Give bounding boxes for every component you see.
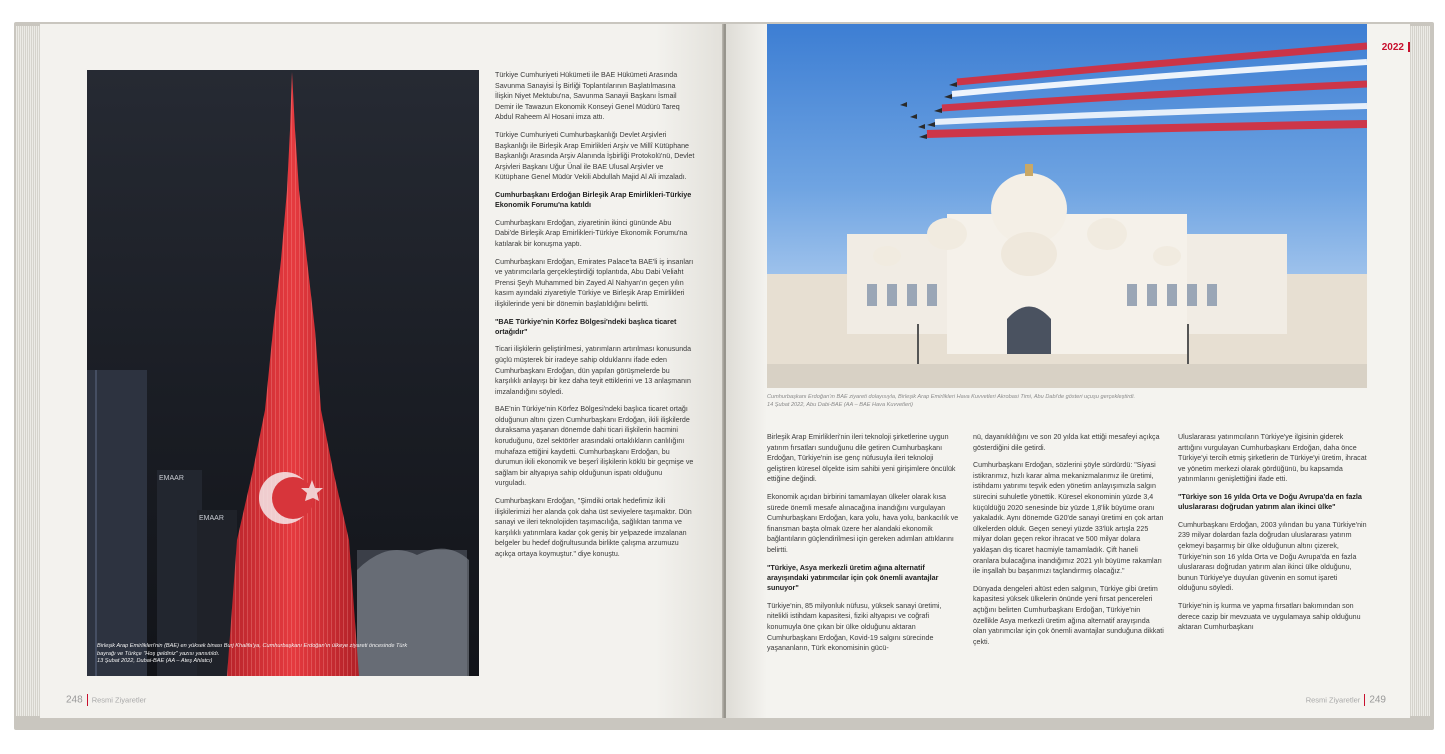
page-edges-left (16, 26, 40, 716)
subheading: "BAE Türkiye'nin Körfez Bölgesi'ndeki başlıca ticaret ortağıdır" (495, 316, 677, 336)
paragraph: Türkiye'nin, 85 milyonluk nüfusu, yüksek sanayi üretimi, nitelikli istihdam kapasitesi, fiziki altyapısı ve coğrafi konumuyla öne çıkan bir ülke olduğunu aktaran Cumhurbaşkanı Erdoğan, Kovid-19 salgını sürecinde yaşananların, Türk ekonomisinin gücü- (767, 601, 942, 653)
paragraph: Dünyada dengeleri altüst eden salgının, Türkiye gibi üretim kapasitesi yüksek ülkelerin önünde yeni fırsat pencereleri açtığını belirten Cumhurbaşkanı Erdoğan, Türkiye'nin özellikle Asya merkezli üretim ağına alternatif arayışında olan yatırımcılar için çok önemli avantajlar sunduğuna dikkati çekti. (973, 584, 1164, 646)
caption-line: 13 Şubat 2022, Dubai-BAE (AA – Ateş Ahlatcı) (97, 658, 213, 665)
palace-photo-caption (767, 394, 1367, 410)
palace-photo (767, 24, 1367, 388)
caption-line: 14 Şubat 2022, Abu Dabi-BAE (AA – BAE Hava Kuvvetleri) (767, 401, 914, 408)
year-label: 2022 (1381, 42, 1404, 53)
left-text-column (495, 70, 695, 567)
page-number: 248 (66, 694, 83, 706)
burj-khalifa-illustration (87, 70, 479, 676)
right-text-column-3 (1178, 432, 1368, 640)
subheading: "Türkiye son 16 yılda Orta ve Doğu Avrupa'da en fazla uluslararası doğrudan yatırım alan ikinci ülke" (1178, 491, 1362, 512)
emaar-sign-2: EMAAR (199, 515, 224, 522)
paragraph: BAE'nin Türkiye'nin Körfez Bölgesi'ndeki başlıca ticaret ortağı olduğunun altını çizen Cumhurbaşkanı Erdoğan, ikili ilişkilerde duraksama yaşanan dönemde dahi ticari ilişkilerin hacmini koruduğunu, özel sektörler arasındaki ortaklıkların canlılığını muhafaza ettiğini kaydetti. Cumhurbaşkanı Erdoğan, bu durumun ikili ekonomik ve beşerî ilişkilerin köklü bir geçmişe ve sağlam bir altyapıya sahip olduğunun ispatı olduğunu vurguladı. (495, 405, 694, 488)
paragraph: Cumhurbaşkanı Erdoğan, "Şimdiki ortak hedefimiz ikili ilişkilerimizi her alanda çok daha üst seviyelere taşımaktır. Dün sanayi ve ileri teknolojiden taşımacılığa, sağlıktan tarıma ve karşılıklı yatırımlara kadar çok geniş bir yelpazede imzalanan belgeler bu hedef doğrultusunda birlikte çalışma arzumuzu açıkça ortaya koymuştur." diye konuştu. (495, 497, 692, 558)
paragraph: Cumhurbaşkanı Erdoğan, Emirates Palace'ta BAE'li iş insanları ve yatırımcılarla gerçekleştirdiği toplantıda, Abu Dabi Veliaht Prensi Şeyh Muhammed bin Zayed Al Nahyan'ın geçen yılın kasım ayındaki ziyaretiyle Türkiye ve Birleşik Arap Emirlikleri ilişkilerinde yeni bir dönemin başlatıldığını belirtti. (495, 257, 694, 308)
paragraph: Birleşik Arap Emirlikleri'nin ileri teknoloji şirketlerine uygun yatırım fırsatları sunduğunu dile getiren Cumhurbaşkanı Erdoğan, Türkiye'nin ise genç nüfusuyla ileri teknoloji geliştiren küresel ölçekte isim sahibi yeni girişimlere öncülük ettiğine değindi. (767, 433, 956, 484)
burj-photo-caption (97, 643, 457, 666)
right-text-column-2 (973, 432, 1165, 654)
section-name: Resmi Ziyaretler (91, 695, 147, 705)
paragraph: Türkiye'nin iş kurma ve yapma fırsatları bakımından son derece cazip bir mevzuata ve uygulamaya sahip olduğunu aktaran Cumhurbaşkanı (1178, 601, 1361, 632)
right-text-column-1 (767, 432, 959, 661)
paragraph: Ticari ilişkilerin geliştirilmesi, yatırımların artırılması konusunda güçlü müşterek bir iradeye sahip olduklarını ifade eden Cumhurbaşkanı Erdoğan, dün yapılan görüşmelerde bu karşılıklı anlayışı bir kez daha teyit ettiklerini ve 13 anlaşmanın imzalandığını söyledi. (495, 345, 692, 396)
paragraph: Türkiye Cumhuriyeti Cumhurbaşkanlığı Devlet Arşivleri Başkanlığı ile Birleşik Arap Emirlikleri Arşiv ve Millî Kütüphane Başkanlığı Arasında Arşiv Alanında İşbirliği Protokolü'nü, Devlet Arşivleri Başkanı Uğur Ünal ile BAE Ulusal Arşivler ve Kütüphane Genel Müdür Vekili Abdullah Majid Al Ali imzaladı. (495, 130, 695, 182)
paragraph: Cumhurbaşkanı Erdoğan, ziyaretinin ikinci gününde Abu Dabi'de Birleşik Arap Emirlikleri-Türkiye Ekonomik Forumu'na katılarak bir konuşma yaptı. (495, 218, 688, 248)
right-folio (1306, 694, 1386, 706)
paragraph: Uluslararası yatırımcıların Türkiye'ye ilgisinin giderek arttığını vurgulayan Cumhurbaşkanı Erdoğan, daha önce Türkiye'yi tercih etmiş şirketlerin de Türkiye'yi üretim, ihracat ve yönetim merkezi olarak gördüğünü, bu kapsamda yatırımlarını genişlettiğini ifade etti. (1178, 433, 1367, 484)
right-page (726, 24, 1410, 718)
paragraph: Cumhurbaşkanı Erdoğan, sözlerini şöyle sürdürdü: "Siyasi istikrarımız, hızlı karar alma mekanizmalarımız ile üretimi, istihdamı yatırımı teşvik eden yönetim anlayışımızla salgın sürecini suhuletle yönettik. Küresel ekonominin yüzde 3,4 küçüldüğü 2020 senesinde biz yüzde 1,8'lik büyüme oranı yakaladık. Aynı dönemde G20'de sanayi üretimi en çok artan ülkelerden olduk. Geçen seneyi yüzde 33'lük artışla 225 milyar doları geçen rekor ihracat ve 500 milyar dolara yaklaşan dış ticaret hacmiyle tamamladık. Çift haneli oranlara bulacağına inandığımız 2021 yılı büyüme rakamları ile inşallah bu başarımızı taçlandırmış olacağız." (973, 461, 1164, 576)
section-name: Resmi Ziyaretler (1305, 695, 1361, 705)
emaar-sign-1: EMAAR (159, 475, 184, 482)
paragraph: nü, dayanıklılığını ve son 20 yılda kat ettiği mesafeyi açıkça gösterdiğini dile getirdi. (973, 433, 1160, 452)
page-edges-right (1410, 26, 1430, 716)
caption-line: Cumhurbaşkanı Erdoğan'ın BAE ziyareti dolayısıyla, Birleşik Arap Emirlikleri Hava Kuvvetleri Akrobasi Timi, Abu Dabi'de gösteri uçuşu gerçekleştirdi. (767, 394, 1136, 400)
paragraph: Cumhurbaşkanı Erdoğan, 2003 yılından bu yana Türkiye'nin 239 milyar dolardan fazla doğrudan uluslararası yatırım çekmeyi başarmış bir ülke olduğunun altını çizerek, Türkiye'nin son 16 yılda Orta ve Doğu Avrupa'da en fazla uluslararası doğrudan yatırım alan ikinci ülke olduğunu, bunun Türkiye'ye duyulan güvenin en somut işareti olduğunu söyledi. (1178, 520, 1367, 593)
burj-khalifa-photo (87, 70, 479, 676)
subheading: "Türkiye, Asya merkezli üretim ağına alternatif arayışındaki yatırımcılar için çok önemli avantajlar sunuyor" (767, 562, 939, 593)
paragraph: Türkiye Cumhuriyeti Hükümeti ile BAE Hükümeti Arasında Savunma Sanayisi İş Birliği Toplantılarının Başlatılmasına İlişkin Niyet Mektubu'na, Savunma Sanayii Başkanı İsmail Demir ile Tawazun Ekonomik Konseyi Genel Müdürü Tareq Abdul Raheem Al Hosani imza attı. (495, 71, 680, 122)
paragraph: Ekonomik açıdan birbirini tamamlayan ülkeler olarak kısa sürede önemli mesafe alınacağına inandığını vurgulayan Cumhurbaşkanı Erdoğan, kara yolu, hava yolu, bankacılık ve finansman başta olmak üzere her alandaki ekonomik bağlantıların güçlendirilmesi için gereken adımları attıklarını belirtti. (767, 492, 959, 554)
page-number: 249 (1369, 694, 1386, 706)
caption-line: bayrağı ve Türkçe "Hoş geldiniz" yazısı yansıtıldı. (97, 650, 220, 657)
year-tab (1382, 42, 1410, 53)
palace-illustration (767, 24, 1367, 388)
left-folio (66, 694, 146, 706)
subheading: Cumhurbaşkanı Erdoğan Birleşik Arap Emirlikleri-Türkiye Ekonomik Forumu'na katıldı (495, 189, 692, 210)
left-page (40, 24, 724, 718)
caption-line: Birleşik Arap Emirlikleri'nin (BAE) en yüksek binası Burj Khalifa'ya, Cumhurbaşkanı Erdoğan'ın ülkeye ziyareti öncesinde Türk (97, 643, 408, 650)
